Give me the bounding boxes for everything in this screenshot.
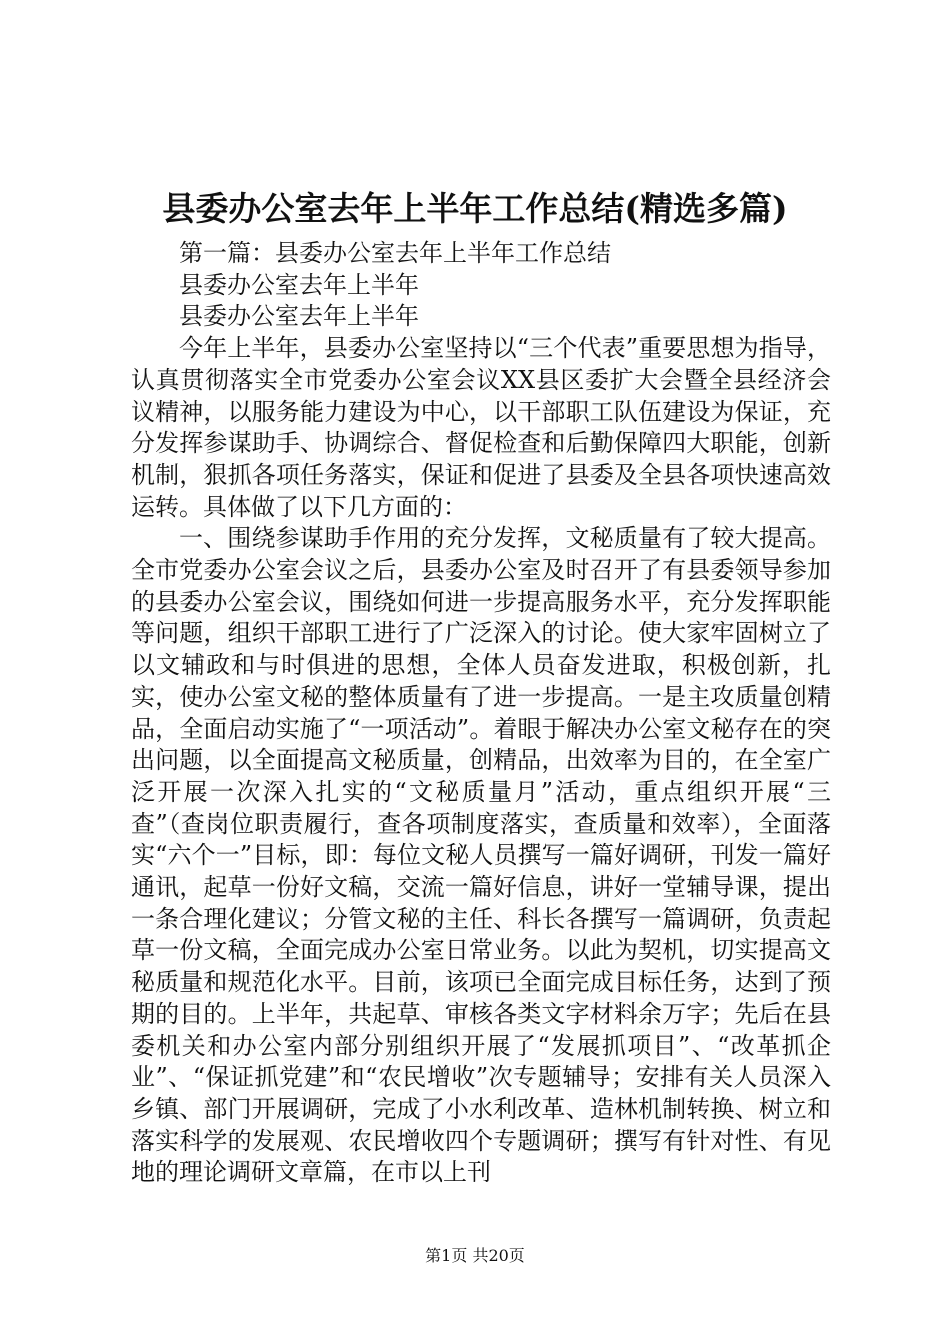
document-title: 县委办公室去年上半年工作总结(精选多篇) [162,189,788,228]
body-paragraph: 今年上半年，县委办公室坚持以“三个代表”重要思想为指导，认真贯彻落实全市党委办公室会议XX县区委扩大会暨全县经济会议精神，以服务能力建设为中心，以干部职工队伍建设为保证，充分发挥参谋助手、协调综合、督促检查和后勤保障四大职能，创新机制，狠抓各项任务落实，保证和促进了县委及全县各项快速高效运转。具体做了以下几方面的： [131,334,831,521]
subtitle-line: 县委办公室去年上半年 [179,302,419,331]
section-heading: 第一篇：县委办公室去年上半年工作总结 [179,239,611,267]
document-body [131,238,831,1189]
body-paragraph: 一、围绕参谋助手作用的充分发挥，文秘质量有了较大提高。全市党委办公室会议之后，县委办公室及时召开了有县委领导参加的县委办公室会议，围绕如何进一步提高服务水平，充分发挥职能等问题，组织干部职工进行了广泛深入的讨论。使大家牢固树立了以文辅政和与时俱进的思想，全体人员奋发进取，积极创新，扎实，使办公室文秘的整体质量有了进一步提高。一是主攻质量创精品，全面启动实施了“一项活动”。着眼于解决办公室文秘存在的突出问题，以全面提高文秘质量，创精品，出效率为目的，在全室广泛开展一次深入扎实的“文秘质量月”活动，重点组织开展“三查”（查岗位职责履行，查各项制度落实，查质量和效率），全面落实“六个一”目标，即：每位文秘人员撰写一篇好调研，刊发一篇好通讯，起草一份好文稿，交流一篇好信息，讲好一堂辅导课，提出一条合理化建议；分管文秘的主任、科长各撰写一篇调研，负责起草一份文稿，全面完成办公室日常业务。以此为契机，切实提高文秘质量和规范化水平。目前，该项已全面完成目标任务，达到了预期的目的。上半年，共起草、审核各类文字材料余万字；先后在县委机关和办公室内部分别组织开展了“发展抓项目”、“改革抓企业”、“保证抓党建”和“农民增收”次专题辅导；安排有关人员深入乡镇、部门开展调研，完成了小水利改革、造林机制转换、树立和落实科学的发展观、农民增收四个专题调研；撰写有针对性、有见地的理论调研文章篇，在市以上刊 [131,524,831,1187]
page-footer: 第1页 共20页 [425,1246,525,1265]
subtitle-line: 县委办公室去年上半年 [179,270,419,299]
